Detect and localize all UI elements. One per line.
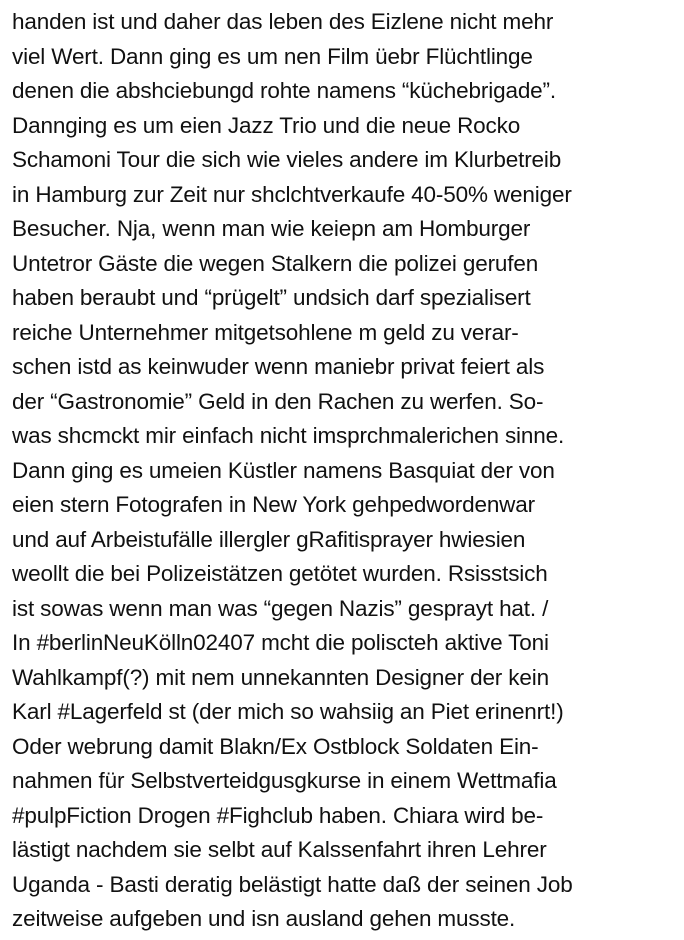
text-line: weollt die bei Polizeistätzen getötet wurden. Rsisstsich <box>12 561 548 586</box>
text-line: Uganda - Basti deratig belästigt hatte daß der seinen Job <box>12 871 573 897</box>
text-line: handen ist und daher das leben des Eizlene nicht mehr <box>12 9 554 34</box>
text-line: zeitweise aufgeben und isn ausland gehen musste. <box>12 906 516 931</box>
text-line: haben beraubt und “prügelt” undsich darf spezialisert <box>12 285 531 310</box>
text-line: ist sowas wenn man was “gegen Nazis” gesprayt hat. / <box>12 595 549 621</box>
text-line: Dannging es um eien Jazz Trio und die neue Rocko <box>12 112 521 138</box>
text-line: denen die abshciebungd rohte namens “küchebrigade”. <box>12 78 556 103</box>
text-line: schen istd as keinwuder wenn maniebr privat feiert als <box>12 354 545 379</box>
text-line: in Hamburg zur Zeit nur shclchtverkaufe 40-50% weniger <box>12 181 572 207</box>
text-line: lästigt nachdem sie selbt auf Kalssenfahrt ihren Lehrer <box>12 837 547 862</box>
text-line: der “Gastronomie” Geld in den Rachen zu werfen. So- <box>12 388 544 414</box>
text-line: reiche Unternehmer mitgetsohlene m geld zu verar- <box>12 319 519 345</box>
text-line: nahmen für Selbstverteidgusgkurse in einem Wettmafia <box>12 768 557 793</box>
text-line: Dann ging es umeien Küstler namens Basquiat der von <box>12 457 555 483</box>
text-line: viel Wert. Dann ging es um nen Film üebr Flüchtlinge <box>12 43 533 69</box>
body-text <box>12 5 674 937</box>
text-line: #pulpFiction Drogen #Fighclub haben. Chiara wird be- <box>12 802 544 828</box>
text-line: was shcmckt mir einfach nicht imsprchmalerichen sinne. <box>12 423 565 448</box>
text-line: und auf Arbeistufälle illergler gRafitisprayer hwiesien <box>12 526 526 552</box>
text-line: Besucher. Nja, wenn man wie keiepn am Homburger <box>12 216 531 241</box>
text-line: Untetror Gäste die wegen Stalkern die polizei gerufen <box>12 250 539 276</box>
text-line: Oder webrung damit Blakn/Ex Ostblock Soldaten Ein- <box>12 733 539 759</box>
text-line: In #berlinNeuKölln02407 mcht die poliscteh aktive Toni <box>12 630 549 655</box>
text-line: Karl #Lagerfeld st (der mich so wahsiig an Piet erinenrt!) <box>12 699 564 724</box>
text-line: Schamoni Tour die sich wie vieles andere im Klurbetreib <box>12 147 562 172</box>
text-line: eien stern Fotografen in New York gehpedwordenwar <box>12 492 535 517</box>
text-line: Wahlkampf(?) mit nem unnekannten Designer der kein <box>12 664 549 690</box>
